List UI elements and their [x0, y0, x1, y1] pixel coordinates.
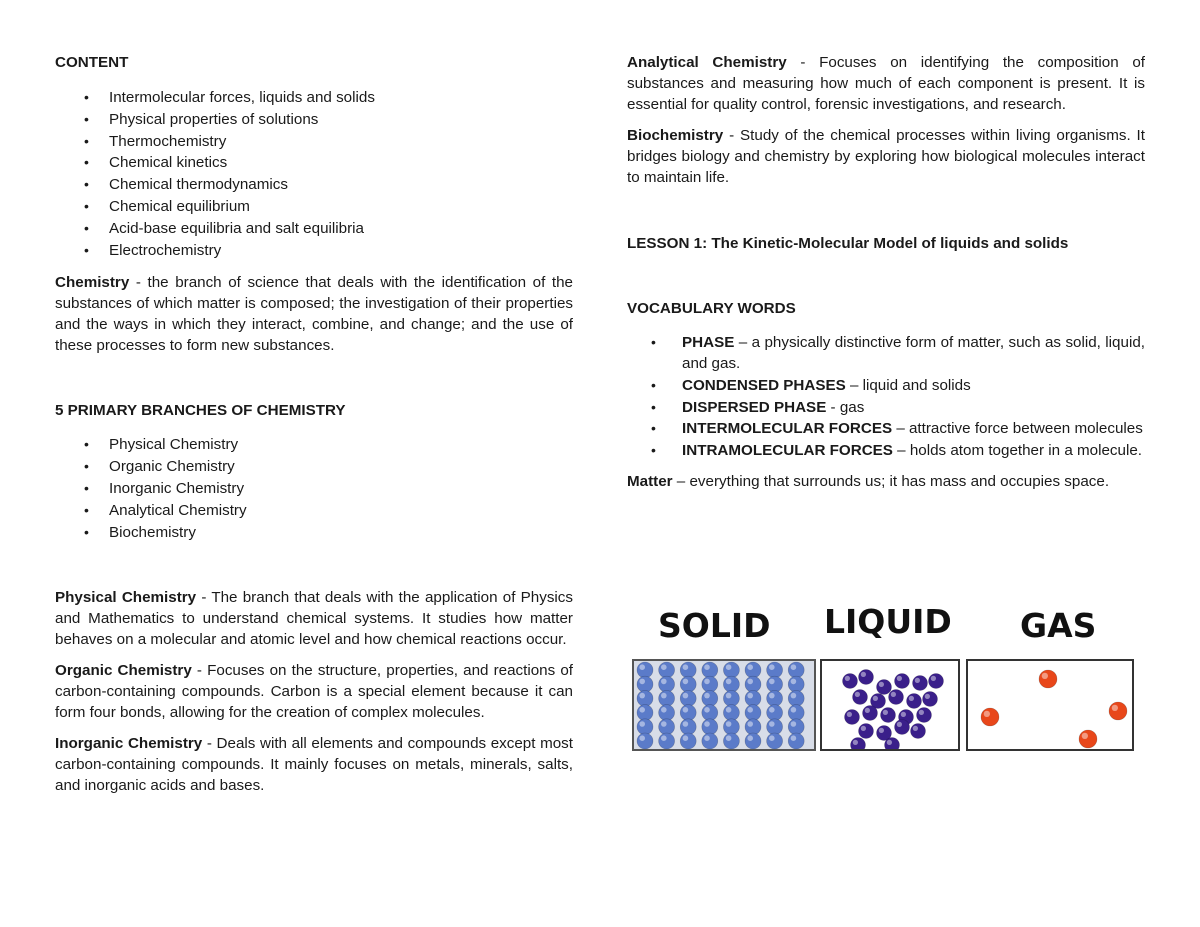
liquid-particle [853, 690, 868, 705]
solid-particle-highlight [704, 735, 710, 741]
list-item: • Analytical Chemistry [55, 500, 573, 522]
organic-chemistry-definition [55, 660, 573, 723]
solid-particle-highlight [661, 679, 667, 685]
liquid-particle [907, 694, 922, 709]
content-list [55, 87, 573, 261]
solid-particle [680, 719, 696, 735]
solid-particle-highlight [639, 707, 645, 713]
solid-particle-highlight [661, 693, 667, 699]
solid-particle [659, 705, 675, 721]
solid-particle [637, 690, 653, 706]
vocabulary-list [627, 332, 1145, 461]
solid-particle [788, 690, 804, 706]
solid-particle [702, 690, 718, 706]
solid-particle-highlight [769, 707, 775, 713]
solid-particle [788, 676, 804, 692]
chemistry-text: - the branch of science that deals with the identification of the substances of which matter is composed; the investigation of their properties and the ways in which they interact, combine, and change; and the use of these processes to form new substances. [55, 274, 573, 355]
solid-particle-highlight [747, 693, 753, 699]
vocab-definition: – holds atom together in a molecule. [892, 442, 1142, 460]
organic-chemistry-term: Organic Chemistry [55, 662, 192, 680]
solid-particle [659, 719, 675, 735]
liquid-particle-highlight [861, 726, 866, 731]
right-column [627, 52, 1145, 492]
solid-particle-highlight [769, 679, 775, 685]
lesson-heading: LESSON 1: The Kinetic-Molecular Model of liquids and solids [627, 235, 1069, 252]
solid-particle-highlight [791, 721, 797, 727]
list-item: • Chemical equilibrium [55, 196, 573, 218]
liquid-particle-highlight [925, 694, 930, 699]
solid-particle-highlight [661, 707, 667, 713]
liquid-particle [923, 692, 938, 707]
solid-particle [659, 733, 675, 749]
list-item: • Chemical kinetics [55, 152, 573, 174]
solid-particle [767, 705, 783, 721]
solid-particle [745, 733, 761, 749]
solid-particle [702, 733, 718, 749]
solid-particle [659, 676, 675, 692]
solid-particle-highlight [791, 707, 797, 713]
solid-particle-highlight [769, 735, 775, 741]
vocab-definition: - gas [826, 398, 865, 416]
liquid-particle-highlight [855, 692, 860, 697]
gas-particle [981, 708, 999, 726]
liquid-particle-highlight [847, 712, 852, 717]
physical-chemistry-term: Physical Chemistry [55, 589, 197, 607]
gas-particles-box [966, 659, 1134, 751]
liquid-particle [859, 670, 874, 685]
liquid-particle-highlight [879, 682, 884, 687]
biochemistry-term: Biochemistry [627, 127, 724, 144]
analytical-chemistry-text: - Focuses on identifying the composition of substances and measuring how much of each component is present. It is essential for quality control, forensic investigations, and research. [627, 54, 1145, 113]
solid-particle-highlight [661, 721, 667, 727]
liquid-particle-highlight [887, 740, 892, 745]
solid-particle-highlight [704, 664, 710, 670]
solid-particle [723, 690, 739, 706]
solid-particle-highlight [747, 707, 753, 713]
inorganic-chemistry-definition [55, 733, 573, 796]
liquid-particle-highlight [919, 710, 924, 715]
solid-particle [659, 662, 675, 678]
liquid-particle [877, 680, 892, 695]
gas-particle-highlight [1082, 733, 1088, 739]
liquid-particles [822, 661, 958, 749]
branches-list [55, 434, 573, 543]
solid-label: SOLID [658, 606, 771, 645]
solid-particle-highlight [791, 735, 797, 741]
solid-particle [723, 719, 739, 735]
solid-particle [723, 676, 739, 692]
content-heading: CONTENT [55, 54, 129, 71]
vocab-item-intramolecular-forces [627, 440, 1145, 461]
solid-particle-highlight [661, 664, 667, 670]
list-item: • Physical Chemistry [55, 434, 573, 456]
gas-particle [1039, 670, 1057, 688]
solid-particle [745, 662, 761, 678]
gas-particle-highlight [984, 711, 990, 717]
solid-particle-highlight [704, 679, 710, 685]
solid-particle [788, 719, 804, 735]
liquid-particle-highlight [931, 676, 936, 681]
solid-particle-highlight [639, 721, 645, 727]
liquid-particle [895, 674, 910, 689]
solid-particle [637, 676, 653, 692]
solid-particle-highlight [726, 721, 732, 727]
solid-particle-highlight [683, 721, 689, 727]
gas-particle [1079, 730, 1097, 748]
solid-particle-highlight [683, 707, 689, 713]
solid-particle-highlight [747, 664, 753, 670]
states-of-matter-figure [630, 602, 1138, 755]
list-item: • Biochemistry [55, 522, 573, 544]
solid-particles-box [632, 659, 816, 751]
vocab-term: INTRAMOLECULAR FORCES [682, 442, 893, 460]
solid-particle [680, 676, 696, 692]
solid-particle [637, 733, 653, 749]
vocab-item-condensed-phases [627, 375, 1145, 396]
organic-chemistry-text: - Focuses on the structure, properties, and reactions of carbon-containing compounds. Carbon is a special element because it can form four bonds, allowing for the creation of complex molecules. [55, 662, 574, 722]
matter-definition [627, 471, 1145, 492]
inorganic-chemistry-term: Inorganic Chemistry [55, 735, 203, 753]
solid-particle-highlight [726, 679, 732, 685]
solid-particle-highlight [747, 679, 753, 685]
liquid-particle [911, 724, 926, 739]
liquid-particle-highlight [853, 740, 858, 745]
chemistry-definition [55, 272, 573, 356]
liquid-particles-box [820, 659, 960, 751]
vocab-definition: – attractive force between molecules [892, 420, 1143, 438]
solid-particle-highlight [639, 735, 645, 741]
inorganic-chemistry-text: - Deals with all elements and compounds except most carbon-containing compounds. It mainly focuses on metals, minerals, salts, and inorganic acids and bases. [55, 735, 573, 795]
solid-particle [767, 676, 783, 692]
biochemistry-text: - Study of the chemical processes within living organisms. It bridges biology and chemistry by exploring how biological molecules interact to maintain life. [627, 127, 1145, 186]
analytical-chemistry-term: Analytical Chemistry [627, 54, 787, 71]
solid-particle-highlight [683, 679, 689, 685]
vocab-term: CONDENSED PHASES [682, 376, 846, 394]
liquid-particle-highlight [873, 696, 878, 701]
liquid-particle [917, 708, 932, 723]
solid-particle [680, 705, 696, 721]
liquid-label: LIQUID [824, 602, 952, 641]
gas-particle-highlight [1112, 705, 1118, 711]
solid-particle-highlight [704, 707, 710, 713]
solid-particle [680, 733, 696, 749]
biochemistry-definition [627, 125, 1145, 188]
liquid-particle-highlight [897, 722, 902, 727]
liquid-particle-highlight [865, 708, 870, 713]
solid-particle-highlight [661, 735, 667, 741]
solid-particle [680, 662, 696, 678]
solid-particle [788, 733, 804, 749]
gas-particle-highlight [1042, 673, 1048, 679]
solid-particle [637, 719, 653, 735]
list-item: • Acid-base equilibria and salt equilibria [55, 218, 573, 240]
liquid-particle [895, 720, 910, 735]
solid-particle [637, 705, 653, 721]
liquid-particle [889, 690, 904, 705]
list-item: • Organic Chemistry [55, 456, 573, 478]
solid-particle-highlight [639, 693, 645, 699]
matter-text: – everything that surrounds us; it has mass and occupies space. [672, 473, 1110, 491]
solid-particle [680, 690, 696, 706]
gas-label: GAS [1020, 606, 1097, 645]
liquid-particle [859, 724, 874, 739]
solid-particle-highlight [747, 735, 753, 741]
list-item: • Electrochemistry [55, 240, 573, 262]
solid-particle [745, 676, 761, 692]
liquid-particle-highlight [909, 696, 914, 701]
liquid-particle-highlight [913, 726, 918, 731]
solid-particle-highlight [683, 735, 689, 741]
solid-particle [767, 733, 783, 749]
liquid-particle [863, 706, 878, 721]
solid-particle [723, 733, 739, 749]
list-item: • Chemical thermodynamics [55, 174, 573, 196]
physical-chemistry-text: - The branch that deals with the application of Physics and Mathematics to understand chemical systems. It studies how matter behaves on a molecular and atomic level and how chemical reactions occur. [55, 589, 573, 649]
branches-heading: 5 PRIMARY BRANCHES OF CHEMISTRY [55, 402, 346, 420]
list-item: • Physical properties of solutions [55, 109, 573, 131]
solid-particle-highlight [726, 664, 732, 670]
solid-particle-highlight [639, 664, 645, 670]
analytical-chemistry-definition [627, 52, 1145, 115]
liquid-particle [851, 738, 866, 750]
list-item: • Thermochemistry [55, 131, 573, 153]
left-column [55, 52, 573, 796]
liquid-particle-highlight [915, 678, 920, 683]
liquid-particle [929, 674, 944, 689]
matter-term: Matter [627, 473, 673, 491]
solid-particle [767, 719, 783, 735]
solid-particle [745, 705, 761, 721]
vocab-item-intermolecular-forces [627, 418, 1145, 439]
liquid-particle [843, 674, 858, 689]
solid-particle [788, 705, 804, 721]
solid-particle [702, 662, 718, 678]
physical-chemistry-definition [55, 587, 573, 650]
liquid-particle-highlight [861, 672, 866, 677]
solid-particle [702, 705, 718, 721]
liquid-particle [913, 676, 928, 691]
liquid-particle-highlight [897, 676, 902, 681]
vocab-item-dispersed-phase [627, 397, 1145, 418]
gas-particles [968, 661, 1132, 749]
list-item: • Inorganic Chemistry [55, 478, 573, 500]
liquid-particle-highlight [891, 692, 896, 697]
solid-particle-highlight [726, 693, 732, 699]
solid-particles [634, 661, 814, 749]
solid-particle-highlight [791, 664, 797, 670]
vocab-definition: – a physically distinctive form of matter, such as solid, liquid, and gas. [682, 334, 1145, 372]
vocab-term: DISPERSED PHASE [682, 398, 827, 416]
solid-particle [637, 662, 653, 678]
solid-particle [788, 662, 804, 678]
vocab-term: PHASE [682, 334, 735, 351]
solid-particle-highlight [769, 664, 775, 670]
liquid-particle-highlight [901, 712, 906, 717]
solid-particle-highlight [683, 664, 689, 670]
liquid-particle [881, 708, 896, 723]
solid-particle-highlight [726, 707, 732, 713]
vocab-definition: – liquid and solids [845, 376, 971, 394]
solid-particle-highlight [704, 693, 710, 699]
solid-particle-highlight [791, 679, 797, 685]
solid-particle-highlight [791, 693, 797, 699]
solid-particle [702, 676, 718, 692]
solid-particle-highlight [704, 721, 710, 727]
chemistry-term: Chemistry [55, 274, 130, 292]
liquid-particle-highlight [845, 676, 850, 681]
vocab-item-phase [627, 332, 1145, 374]
solid-particle [767, 690, 783, 706]
vocabulary-heading: VOCABULARY WORDS [627, 300, 796, 317]
solid-particle-highlight [769, 721, 775, 727]
solid-particle [745, 719, 761, 735]
solid-particle [723, 705, 739, 721]
list-item: • Intermolecular forces, liquids and solids [55, 87, 573, 109]
liquid-particle-highlight [883, 710, 888, 715]
solid-particle-highlight [769, 693, 775, 699]
vocab-term: INTERMOLECULAR FORCES [682, 420, 893, 438]
solid-particle [702, 719, 718, 735]
gas-particle [1109, 702, 1127, 720]
solid-particle-highlight [726, 735, 732, 741]
solid-particle [659, 690, 675, 706]
solid-particle [767, 662, 783, 678]
solid-particle [745, 690, 761, 706]
liquid-particle-highlight [879, 728, 884, 733]
solid-particle-highlight [683, 693, 689, 699]
solid-particle-highlight [639, 679, 645, 685]
liquid-particle [845, 710, 860, 725]
solid-particle-highlight [747, 721, 753, 727]
solid-particle [723, 662, 739, 678]
